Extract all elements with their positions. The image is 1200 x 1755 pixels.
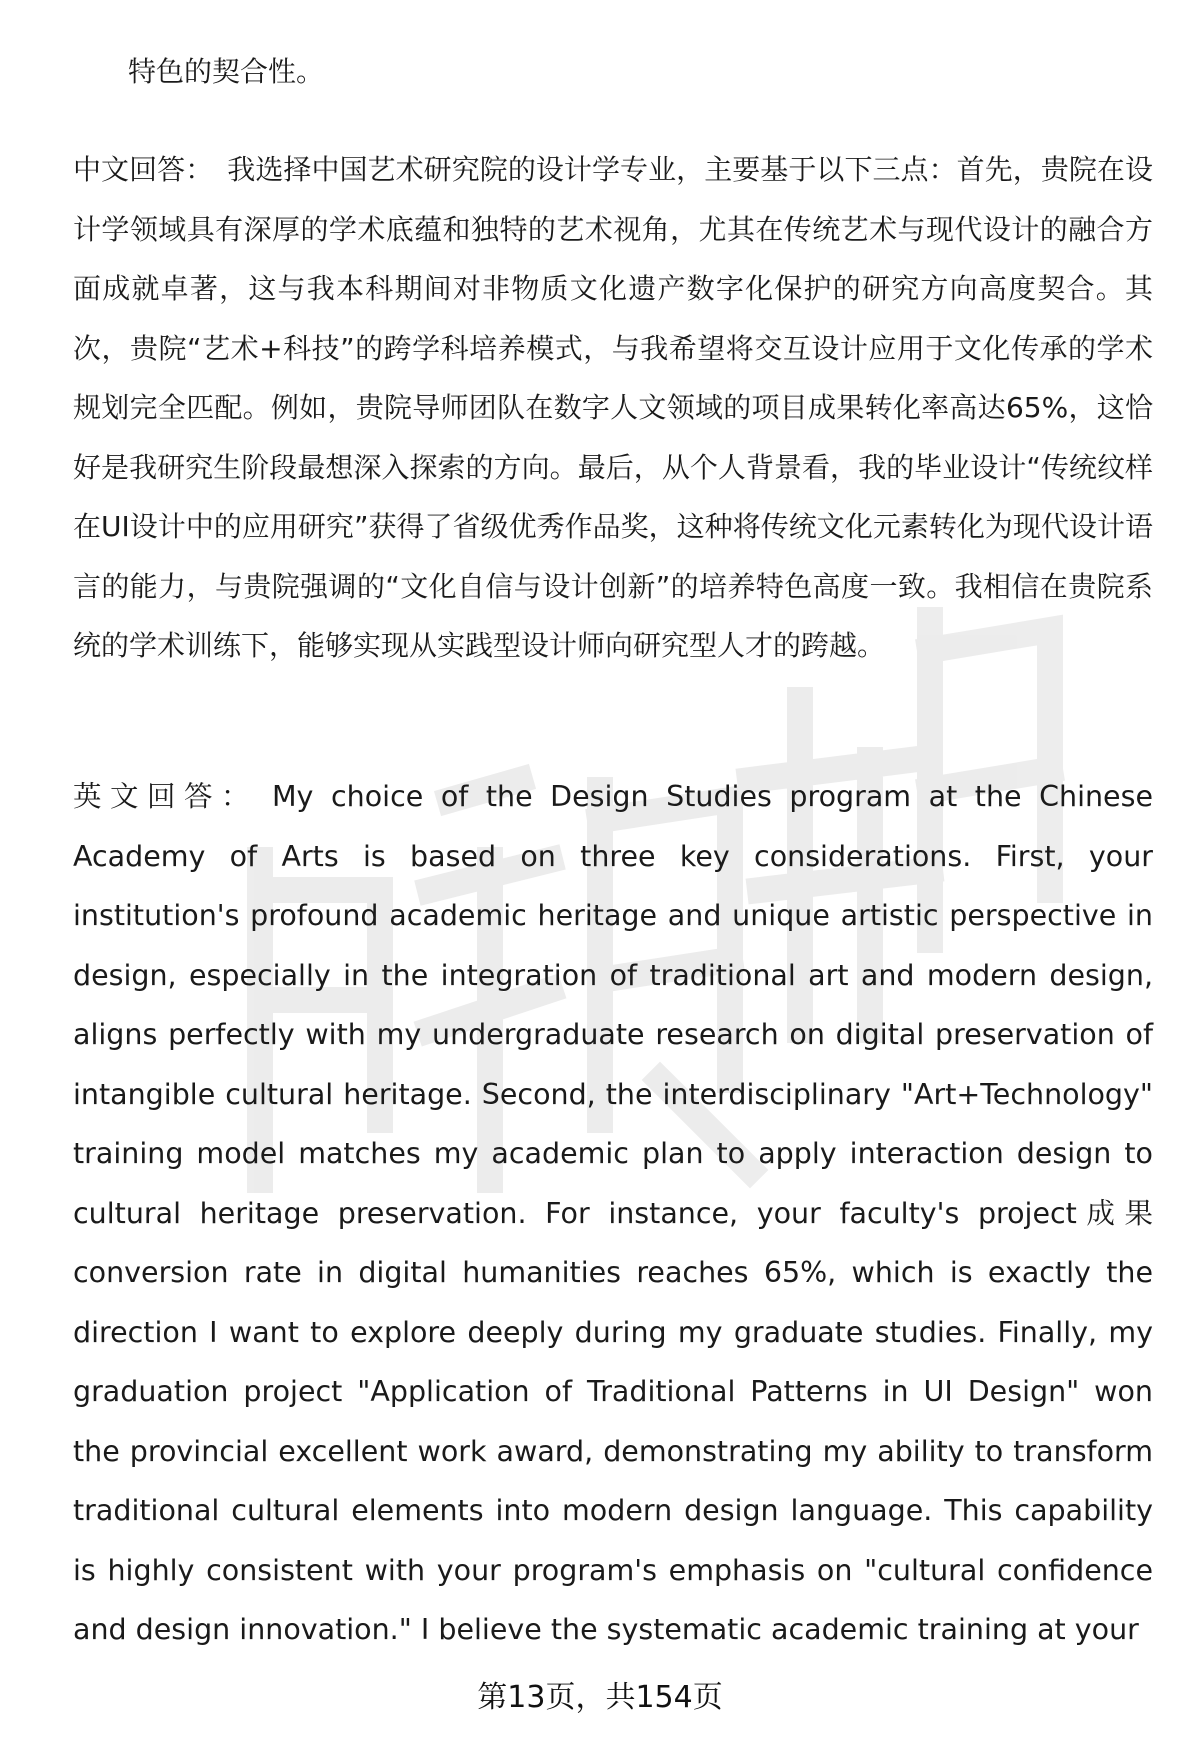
continuation-line: 特色的契合性。 (128, 55, 325, 88)
page-number-footer: 第13页，共154页 (477, 1680, 723, 1715)
chinese-answer-paragraph (73, 140, 1153, 676)
english-answer-text: My choice of the Design Studies program at the Chinese Academy of Arts is based on three key considerations. First, your institution's profound academic heritage and unique artistic perspective in design, especially in the integration of traditional art and modern design, aligns perfectly with my undergraduate research on digital preservation of intangible cultural heritage. Second, the interdisciplinary "Art+Technology" training model matches my academic plan to apply interaction design to cultural heritage preservation. For instance, your faculty's project成果 conversion rate in digital humanities reaches 65%, which is exactly the direction I want to explore deeply during my graduate studies. Finally, my graduation project "Application of Traditional Patterns in UI Design" won the provincial excellent work award, demonstrating my ability to transform traditional cultural elements into modern design language. This capability is highly consistent with your program's emphasis on "cultural confidence and design innovation." I believe the systematic academic training at your (73, 780, 1153, 1646)
chinese-answer-label: 中文回答： (73, 153, 214, 186)
chinese-answer-text: 我选择中国艺术研究院的设计学专业，主要基于以下三点：首先，贵院在设计学领域具有深厚的学术底蕴和独特的艺术视角，尤其在传统艺术与现代设计的融合方面成就卓著，这与我本科期间对非物质文化遗产数字化保护的研究方向高度契合。其次，贵院“艺术+科技”的跨学科培养模式，与我希望将交互设计应用于文化传承的学术规划完全匹配。例如，贵院导师团队在数字人文领域的项目成果转化率高达65%，这恰好是我研究生阶段最想深入探索的方向。最后，从个人背景看，我的毕业设计“传统纹样在UI设计中的应用研究”获得了省级优秀作品奖，这种将传统文化元素转化为现代设计语言的能力，与贵院强调的“文化自信与设计创新”的培养特色高度一致。我相信在贵院系统的学术训练下，能够实现从实践型设计师向研究型人才的跨越。 (73, 153, 1153, 662)
english-answer-paragraph (73, 767, 1153, 1660)
english-answer-label: 英文回答： (73, 780, 258, 813)
